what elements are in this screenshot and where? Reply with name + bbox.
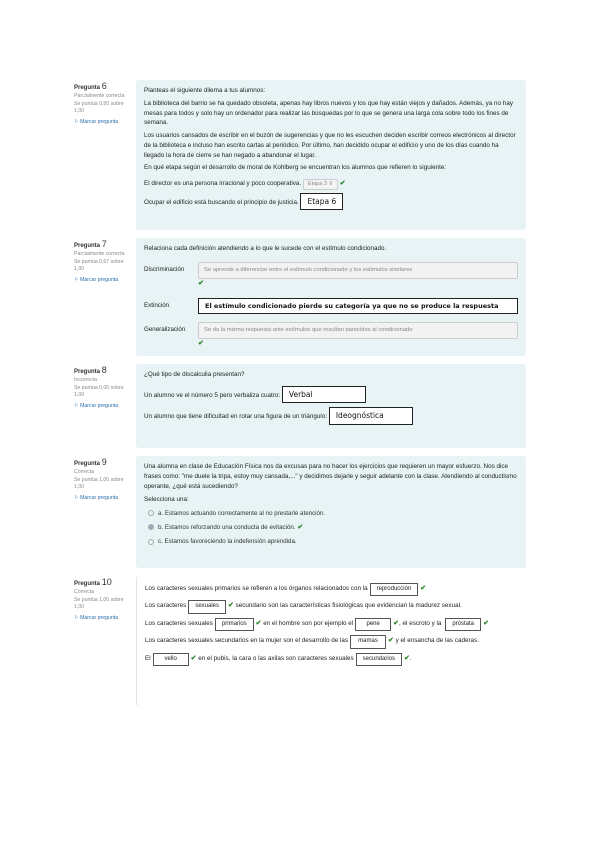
fill-blank[interactable]: primarios (215, 618, 254, 631)
question-info: Pregunta 10 Correcta Se puntúa 1,00 sobre 1,00 ⚐ Marcar pregunta (74, 576, 134, 622)
correct-check-icon: ✔ (198, 279, 204, 287)
question-info: Pregunta 6 Parcialmente correcta Se puntúa 0,50 sobre 1,00 ⚐ Marcar pregunta (74, 80, 134, 126)
question-status: Correcta (74, 469, 94, 476)
question-7 (74, 238, 526, 356)
correct-check-icon: ✔ (388, 637, 394, 645)
correct-check-icon: ✔ (420, 585, 427, 592)
dyscalculia-answer-box[interactable]: Verbal (282, 386, 366, 404)
question-9 (74, 456, 526, 568)
question-score: Se puntúa 1,00 sobre 1,00 (74, 476, 124, 491)
question-content: Los caracteres sexuales primarios se refieren a los órganos relacionados con la reproducción ✔ Los caracteres sexuales ✔ secundario son las características fisiológicas que evidencian la madurez sexual. Los caracteres sexuales primarios ✔ en el hombre son por ejemplo el pene ✔, el escroto y la próstata ✔ Los caracteres sexuales secundarios en la mujer son el desarrollo de las mamas ✔ y el ensancha de las caderas. El vello ✔ en el pubis, la cara o las axilas son caracteres sexuales secundarios ✔. (136, 576, 526, 706)
option-c[interactable]: c. Estamos favoreciendo la indefensión aprendida. (148, 537, 518, 547)
question-8 (74, 364, 526, 448)
question-score: Se puntúa 0,50 sobre 1,00 (74, 100, 124, 115)
option-a[interactable]: a. Estamos actuando correctamente al no prestarle atención. (148, 509, 518, 519)
question-content: Planteas el siguiente dilema a tus alumnos: La biblioteca del barrio se ha quedado obsoleta, apenas hay libros nuevos y los que hay están viejos y dañados. Además, ya no hay mesas para todos y solo hay un ordenador para realizar las búsquedas por lo que se genera una larga cola sobre todo los fines de semana. Los usuarios cansados de escribir en el buzón de sugerencias y que no les escuchen deciden escribir correos electrónicos al director de la biblioteca e incluso han escrito cartas al periódico. Por último, han decidido ocupar el edificio y uno de los días cuando ha llegado la hora de cierre se han negado a abandonar el lugar. En qué etapa según el desarrollo de moral de Kohlberg se encuentran los alumnos que refieren lo siguiente: El director es una persona irracional y poco cooperativa. Etapa 3 ⇕ ✔ Ocupar el edificio está buscando el principio de justicia. Etapa 6 (136, 80, 526, 230)
radio-button[interactable] (148, 510, 154, 516)
question-status: Parcialmente correcta (74, 93, 125, 100)
match-select[interactable]: Se da la misma respuesta ante estímulos que resultan parecidos al condicionado (198, 322, 518, 339)
question-10 (74, 576, 526, 706)
question-content: Una alumna en clase de Educación Física nos da excusas para no hacer los ejercicios que requieren un mayor esfuerzo. Nos dice frases como: "me duele la tripa, estoy muy cansada,..." y decidimos dejarle y seguir adelante con la clase. Atendiendo al conductismo operante, ¿qué está sucediendo? Selecciona una: a. Estamos actuando correctamente al no prestarle atención. b. Estamos reforzando una conducta de evitación. ✔ c. Estamos favoreciendo la indefensión aprendida. (136, 456, 526, 568)
flag-question-link[interactable]: ⚐ Marcar pregunta (74, 118, 119, 125)
stage-select[interactable]: Etapa 3 ⇕ (303, 179, 338, 190)
stage-answer-box[interactable]: Etapa 6 (300, 193, 343, 211)
correct-check-icon: ✔ (393, 619, 400, 627)
dyscalculia-answer-box[interactable]: Ideognóstica (329, 407, 413, 425)
radio-button[interactable] (148, 524, 154, 530)
question-number: 10 (101, 577, 112, 587)
question-number: 9 (101, 457, 107, 467)
flag-question-link[interactable]: ⚐ Marcar pregunta (74, 276, 119, 283)
match-select[interactable]: Se aprende a diferenciar entre el estímulo condicionado y los estímulos similares (198, 262, 518, 279)
correct-check-icon: ✔ (297, 523, 304, 531)
question-content: Relaciona cada definición atendiendo a lo que le sucede con el estímulo condicionado. Discriminación Se aprende a diferenciar entre el estímulo condicionado y los estímulos similares ✔ Extinción El estímulo condicionado pierde su categoría ya que no se produce la respuesta Generalización Se da la misma respuesta ante estímulos que resultan parecidos al condicionado ✔ (136, 238, 526, 356)
match-row-discriminacion: Discriminación Se aprende a diferenciar entre el estímulo condicionado y los estímulos similares ✔ (144, 262, 518, 290)
correct-check-icon: ✔ (483, 619, 490, 627)
question-score: Se puntúa 0,00 sobre 1,00 (74, 384, 124, 399)
option-b[interactable]: b. Estamos reforzando una conducta de evitación. ✔ (148, 523, 518, 534)
correct-check-icon: ✔ (339, 180, 346, 187)
fill-blank[interactable]: reproducción (370, 583, 419, 596)
correct-check-icon: ✔ (404, 654, 410, 662)
fill-blank[interactable]: próstata (445, 618, 481, 631)
question-6 (74, 80, 526, 230)
question-status: Correcta (74, 589, 94, 596)
flag-question-link[interactable]: ⚐ Marcar pregunta (74, 402, 119, 409)
question-score: Se puntúa 1,00 sobre 1,00 (74, 596, 124, 611)
question-content: ¿Qué tipo de discalculia presentan? Un alumno ve el número 5 pero verbaliza cuatro: Verbal Un alumno que tiene dificultad en rotar una figura de un triángulo: Ideognóstica (136, 364, 526, 448)
question-number: 8 (101, 365, 107, 375)
fill-blank[interactable]: sexuales (188, 600, 226, 613)
question-info: Pregunta 9 Correcta Se puntúa 1,00 sobre 1,00 ⚐ Marcar pregunta (74, 456, 134, 502)
flag-question-link[interactable]: ⚐ Marcar pregunta (74, 494, 119, 501)
question-score: Se puntúa 0,67 sobre 1,00 (74, 258, 124, 273)
fill-blank[interactable]: pene (355, 618, 391, 631)
fill-blank[interactable]: secundarios (356, 653, 402, 666)
question-status: Incorrecta (74, 377, 98, 384)
match-row-generalizacion: Generalización Se da la misma respuesta ante estímulos que resultan parecidos al condicionado ✔ (144, 322, 518, 350)
correct-check-icon: ✔ (198, 339, 204, 347)
match-answer-box[interactable]: El estímulo condicionado pierde su categoría ya que no se produce la respuesta (198, 298, 518, 314)
radio-button[interactable] (148, 539, 154, 545)
question-status: Parcialmente correcta (74, 251, 125, 258)
fill-blank[interactable]: mamas (350, 635, 386, 648)
question-info: Pregunta 8 Incorrecta Se puntúa 0,00 sobre 1,00 ⚐ Marcar pregunta (74, 364, 134, 410)
correct-check-icon: ✔ (228, 602, 234, 610)
correct-check-icon: ✔ (255, 619, 262, 627)
question-number: 6 (101, 81, 107, 91)
fill-blank[interactable]: vello (153, 653, 189, 666)
match-row-extincion: Extinción El estímulo condicionado pierde su categoría ya que no se produce la respuesta (144, 298, 518, 314)
question-info: Pregunta 7 Parcialmente correcta Se puntúa 0,67 sobre 1,00 ⚐ Marcar pregunta (74, 238, 134, 284)
correct-check-icon: ✔ (190, 654, 197, 662)
question-number: 7 (101, 239, 107, 249)
flag-question-link[interactable]: ⚐ Marcar pregunta (74, 614, 119, 621)
